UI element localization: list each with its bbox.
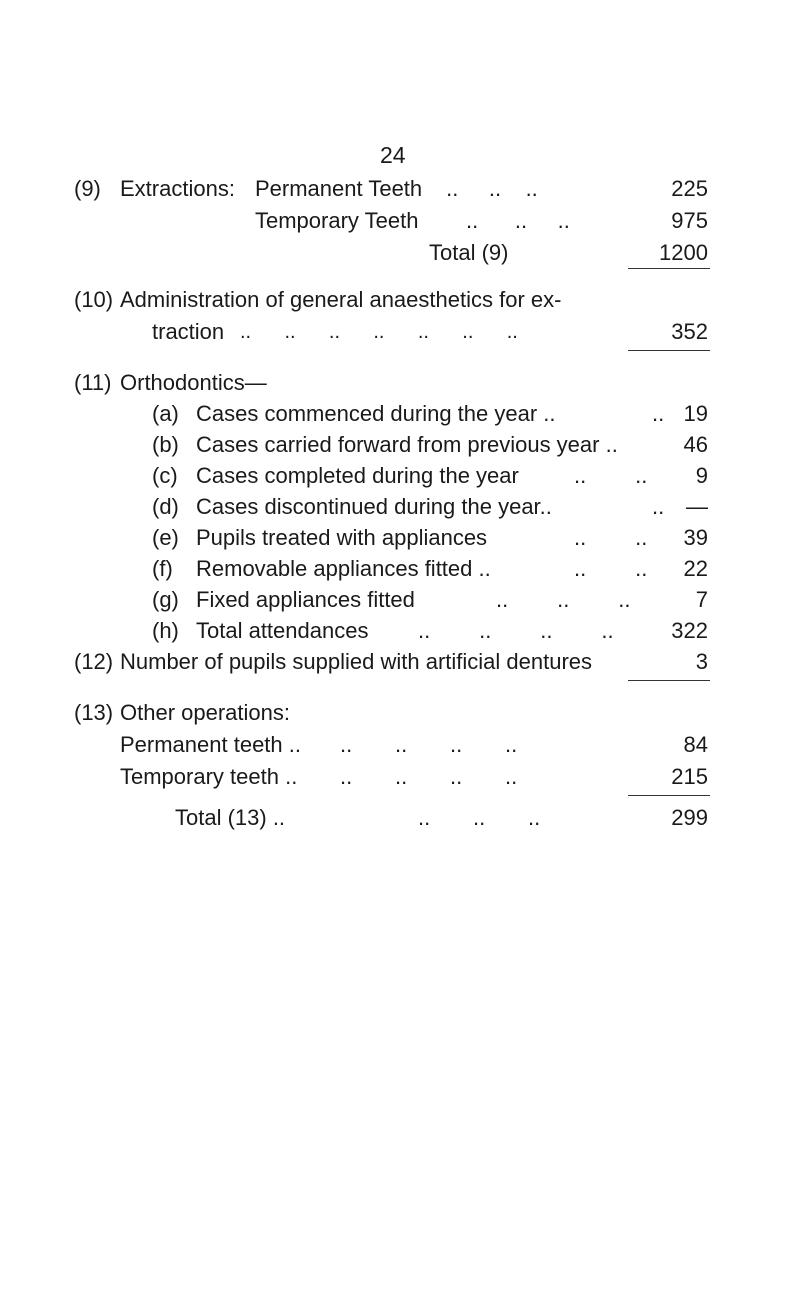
section-11-item-a-letter: (a) bbox=[152, 401, 179, 426]
section-13-permanent-value: 84 bbox=[683, 732, 708, 757]
section-11-item-c-dots: .. .. bbox=[574, 463, 648, 488]
section-10-value: 352 bbox=[671, 319, 708, 344]
section-13-total-label: Total (13) .. bbox=[175, 805, 286, 830]
section-10-line2: traction bbox=[152, 319, 225, 344]
section-13-permanent-dots: .. .. .. .. bbox=[340, 732, 518, 757]
section-13-temporary-dots: .. .. .. .. bbox=[340, 764, 518, 789]
section-11-item-c-text: Cases completed during the year bbox=[196, 463, 519, 488]
section-11-item-h-value: 322 bbox=[671, 618, 708, 643]
section-11-item-g-dots: .. .. .. bbox=[496, 587, 631, 612]
section-10-rule bbox=[628, 350, 710, 351]
section-12-rule bbox=[628, 680, 710, 681]
section-9-label: Extractions: bbox=[120, 176, 235, 201]
section-13-temporary-label: Temporary teeth .. bbox=[120, 764, 298, 789]
section-10-line1: Administration of general anaesthetics for ex- bbox=[120, 287, 562, 312]
section-9-temporary-dots: .. .. .. bbox=[466, 208, 570, 233]
section-11-title: Orthodontics— bbox=[120, 370, 267, 395]
section-11-item-g-letter: (g) bbox=[152, 587, 179, 612]
section-11-item-c-letter: (c) bbox=[152, 463, 178, 488]
section-11-item-d-text: Cases discontinued during the year.. bbox=[196, 494, 552, 519]
section-11-item-b-letter: (b) bbox=[152, 432, 179, 457]
section-9-permanent-dots: .. .. .. bbox=[440, 176, 538, 201]
section-11-item-f-dots: .. .. bbox=[574, 556, 648, 581]
section-9-total-value: 1200 bbox=[659, 240, 708, 265]
section-13-permanent-label: Permanent teeth .. bbox=[120, 732, 301, 757]
section-11-item-h-letter: (h) bbox=[152, 618, 179, 643]
section-11-item-b-text: Cases carried forward from previous year .. bbox=[196, 432, 618, 457]
section-12-number: (12) bbox=[74, 649, 114, 674]
section-9-temporary-value: 975 bbox=[671, 208, 708, 233]
section-11-item-h-dots: .. .. .. .. bbox=[418, 618, 614, 643]
section-11-item-g-value: 7 bbox=[695, 587, 708, 612]
section-10-dots: .. .. .. .. .. .. .. bbox=[240, 321, 518, 343]
section-9-rule bbox=[628, 268, 710, 269]
section-9-total-label: Total (9) bbox=[429, 240, 509, 265]
section-11-item-f-text: Removable appliances fitted .. bbox=[196, 556, 491, 581]
section-11-item-e-value: 39 bbox=[683, 525, 708, 550]
section-13-number: (13) bbox=[74, 700, 114, 725]
section-11-item-e-letter: (e) bbox=[152, 525, 179, 550]
section-12-value: 3 bbox=[695, 649, 708, 674]
section-11-item-e-text: Pupils treated with appliances bbox=[196, 525, 488, 550]
section-9-temporary-label: Temporary Teeth bbox=[255, 208, 419, 233]
section-11-item-a-text: Cases commenced during the year .. bbox=[196, 401, 556, 426]
section-12-text: Number of pupils supplied with artificial dentures bbox=[120, 649, 593, 674]
section-13-total-value: 299 bbox=[671, 805, 708, 830]
section-11-item-c-value: 9 bbox=[695, 463, 708, 488]
section-11-item-e-dots: .. .. bbox=[574, 525, 648, 550]
section-11-item-g-text: Fixed appliances fitted bbox=[196, 587, 415, 612]
section-9-number: (9) bbox=[74, 176, 101, 201]
section-13-temporary-value: 215 bbox=[671, 764, 708, 789]
section-11-item-a-value: 19 bbox=[683, 401, 708, 426]
section-13-total-dots: .. .. .. bbox=[418, 805, 541, 830]
section-9-permanent-label: Permanent Teeth bbox=[255, 176, 423, 201]
section-11-number: (11) bbox=[74, 370, 112, 395]
section-10-number: (10) bbox=[74, 287, 114, 312]
section-9-permanent-value: 225 bbox=[671, 176, 708, 201]
section-11-item-d-dots: .. bbox=[652, 494, 665, 519]
section-11-item-a-dots: .. bbox=[652, 401, 665, 426]
page-number: 24 bbox=[380, 142, 406, 168]
section-11-item-d-value: — bbox=[686, 494, 708, 519]
section-11-item-h-text: Total attendances bbox=[196, 618, 369, 643]
section-11-item-d-letter: (d) bbox=[152, 494, 179, 519]
section-11-item-f-letter: (f) bbox=[152, 556, 173, 581]
section-13-title: Other operations: bbox=[120, 700, 290, 725]
section-11-item-b-value: 46 bbox=[683, 432, 708, 457]
section-11-item-f-value: 22 bbox=[683, 556, 708, 581]
section-13-rule bbox=[628, 795, 710, 796]
